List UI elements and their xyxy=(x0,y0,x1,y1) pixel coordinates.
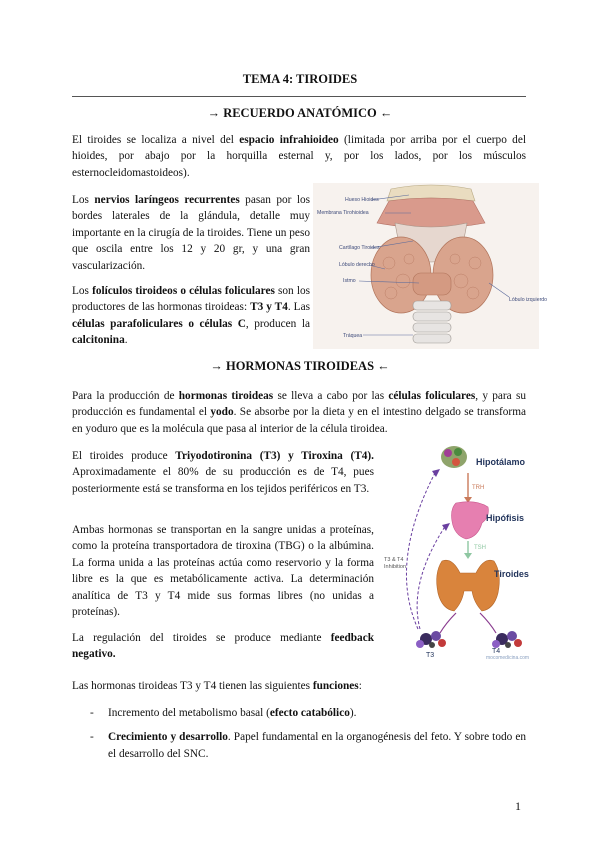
paragraph-functions-intro xyxy=(72,678,526,694)
label-lobulo-izquierdo: Lóbulo izquierdo xyxy=(509,297,548,303)
paragraph-location xyxy=(72,132,526,181)
label-t4: T4 xyxy=(492,648,501,655)
paragraph-nerves xyxy=(72,192,310,274)
text-run: Ambas hormonas se transportan en la sangre unidas a proteínas, como la proteína transportadora de tiroxina (TBG) o la albúmina. La forma unida a las proteínas actúa como reservorio y la forma libre es la que es metabólicamente activa. La determinación analítica de T3 y T4 mide sus formas libres (no unidas a proteínas). xyxy=(72,524,374,618)
page-title: TEMA 4: TIROIDES xyxy=(242,72,358,86)
bold-term: funciones xyxy=(312,680,359,692)
text-run: . Se absorbe por la dieta y en el intestino delgado se transforma en yoduro que es la molécula que pasa al interior de la célula tiroidea. xyxy=(72,406,526,435)
text-run: : xyxy=(358,680,362,692)
label-traquea: Tráquea xyxy=(343,333,363,339)
label-membrana: Membrana Tirohioidea xyxy=(317,210,369,216)
isthmus-shape xyxy=(413,273,451,295)
text-run: Para la producción de xyxy=(72,390,179,402)
bold-term: hormonas tiroideas xyxy=(178,390,274,402)
bold-term: espacio infrahioideo xyxy=(239,134,339,146)
label-tsh: TSH xyxy=(474,545,486,551)
paragraph-transport xyxy=(72,522,374,620)
paragraph-follicles xyxy=(72,283,310,349)
paragraph-t3-t4 xyxy=(72,448,374,497)
text-run: Los xyxy=(72,285,93,297)
label-lobulo-derecho: Lóbulo derecho xyxy=(339,262,375,268)
bold-term: Crecimiento y desarrollo xyxy=(108,731,228,744)
text-run: La regulación del tiroides se produce mediante xyxy=(72,632,331,644)
text-run: , producen la xyxy=(245,317,310,330)
text-run: . Papel fundamental en la organogénesis del feto. Y sobre todo en el desarrollo del SNC. xyxy=(108,731,526,760)
section-heading-anatomy: → RECUERDO ANATÓMICO ← xyxy=(207,106,393,120)
label-cartilago: Cartílago Tiroides xyxy=(339,245,380,251)
label-t3: T3 xyxy=(426,652,435,659)
bullet-dash: - xyxy=(90,707,94,719)
text-run: ). xyxy=(349,707,357,719)
paragraph-production xyxy=(72,388,526,437)
label-tiroides: Tiroides xyxy=(494,569,529,579)
bold-term: células parafoliculares o células C xyxy=(72,317,246,330)
bold-term: yodo xyxy=(210,406,234,419)
text-run: . Las xyxy=(287,301,310,314)
feedback-figure xyxy=(380,443,540,661)
text-run: Las hormonas tiroideas T3 y T4 tienen las siguientes xyxy=(72,680,313,692)
text-run: son los productores de las hormonas tiroideas: xyxy=(72,285,311,314)
bold-term: nervios laríngeos recurrentes xyxy=(94,194,240,206)
text-run: Aproximadamente el 80% de su producción es de T4, pues posteriormente está se transforma en los tejidos periféricos en T3. xyxy=(72,466,374,495)
text-run: El tiroides produce xyxy=(72,450,176,462)
title-divider xyxy=(72,96,526,97)
bold-term: folículos tiroideos o células foliculares xyxy=(92,285,275,297)
bold-term: efecto catabólico xyxy=(269,707,350,719)
label-hipofisis: Hipófisis xyxy=(486,513,525,523)
bold-term: feedback negativo. xyxy=(72,632,374,661)
bold-term: Triyodotironina (T3) y Tiroxina (T4). xyxy=(175,450,374,462)
text-run: Los xyxy=(72,194,95,206)
label-trh: TRH xyxy=(472,485,485,491)
label-inhibition: T3 & T4 Inhibition xyxy=(384,557,407,570)
label-hipotalamo: Hipotálamo xyxy=(476,457,526,467)
text-run: se lleva a cabo por las xyxy=(273,390,389,402)
label-istmo: Istmo xyxy=(343,278,356,284)
thyroid-anatomy-figure xyxy=(313,183,548,349)
page-number: 1 xyxy=(515,799,521,813)
function-item xyxy=(72,705,526,721)
figure-source: mocomedicina.com xyxy=(486,655,530,661)
text-run: pasan por los bordes laterales de la glándula, detalle muy importante en la cirugía de la tiroides. Tiene un peso que oscila entre los 12 y 20 gr, y una gran vascularización. xyxy=(72,194,311,272)
text-run: El tiroides se localiza a nivel del xyxy=(72,134,240,146)
text-run: . xyxy=(124,334,128,347)
functions-list xyxy=(72,705,526,770)
paragraph-regulation xyxy=(72,630,374,663)
text-run: Incremento del metabolismo basal ( xyxy=(108,707,270,719)
bold-term: calcitonina xyxy=(72,334,125,347)
bold-term: T3 y T4 xyxy=(250,301,288,314)
text-run: , y para su producción es fundamental el xyxy=(72,390,526,419)
text-run: (limitada por arriba por el cuerpo del hioides, por abajo por la horquilla esternal y, por los lados, por los músculos esternocleidomastoideos). xyxy=(72,134,526,179)
bullet-dash: - xyxy=(90,731,94,744)
function-item xyxy=(72,729,526,762)
label-hueso-hioides: Hueso Hioides xyxy=(345,197,379,203)
bold-term: células foliculares xyxy=(388,390,476,402)
section-heading-hormones: → HORMONAS TIROIDEAS ← xyxy=(210,359,390,373)
